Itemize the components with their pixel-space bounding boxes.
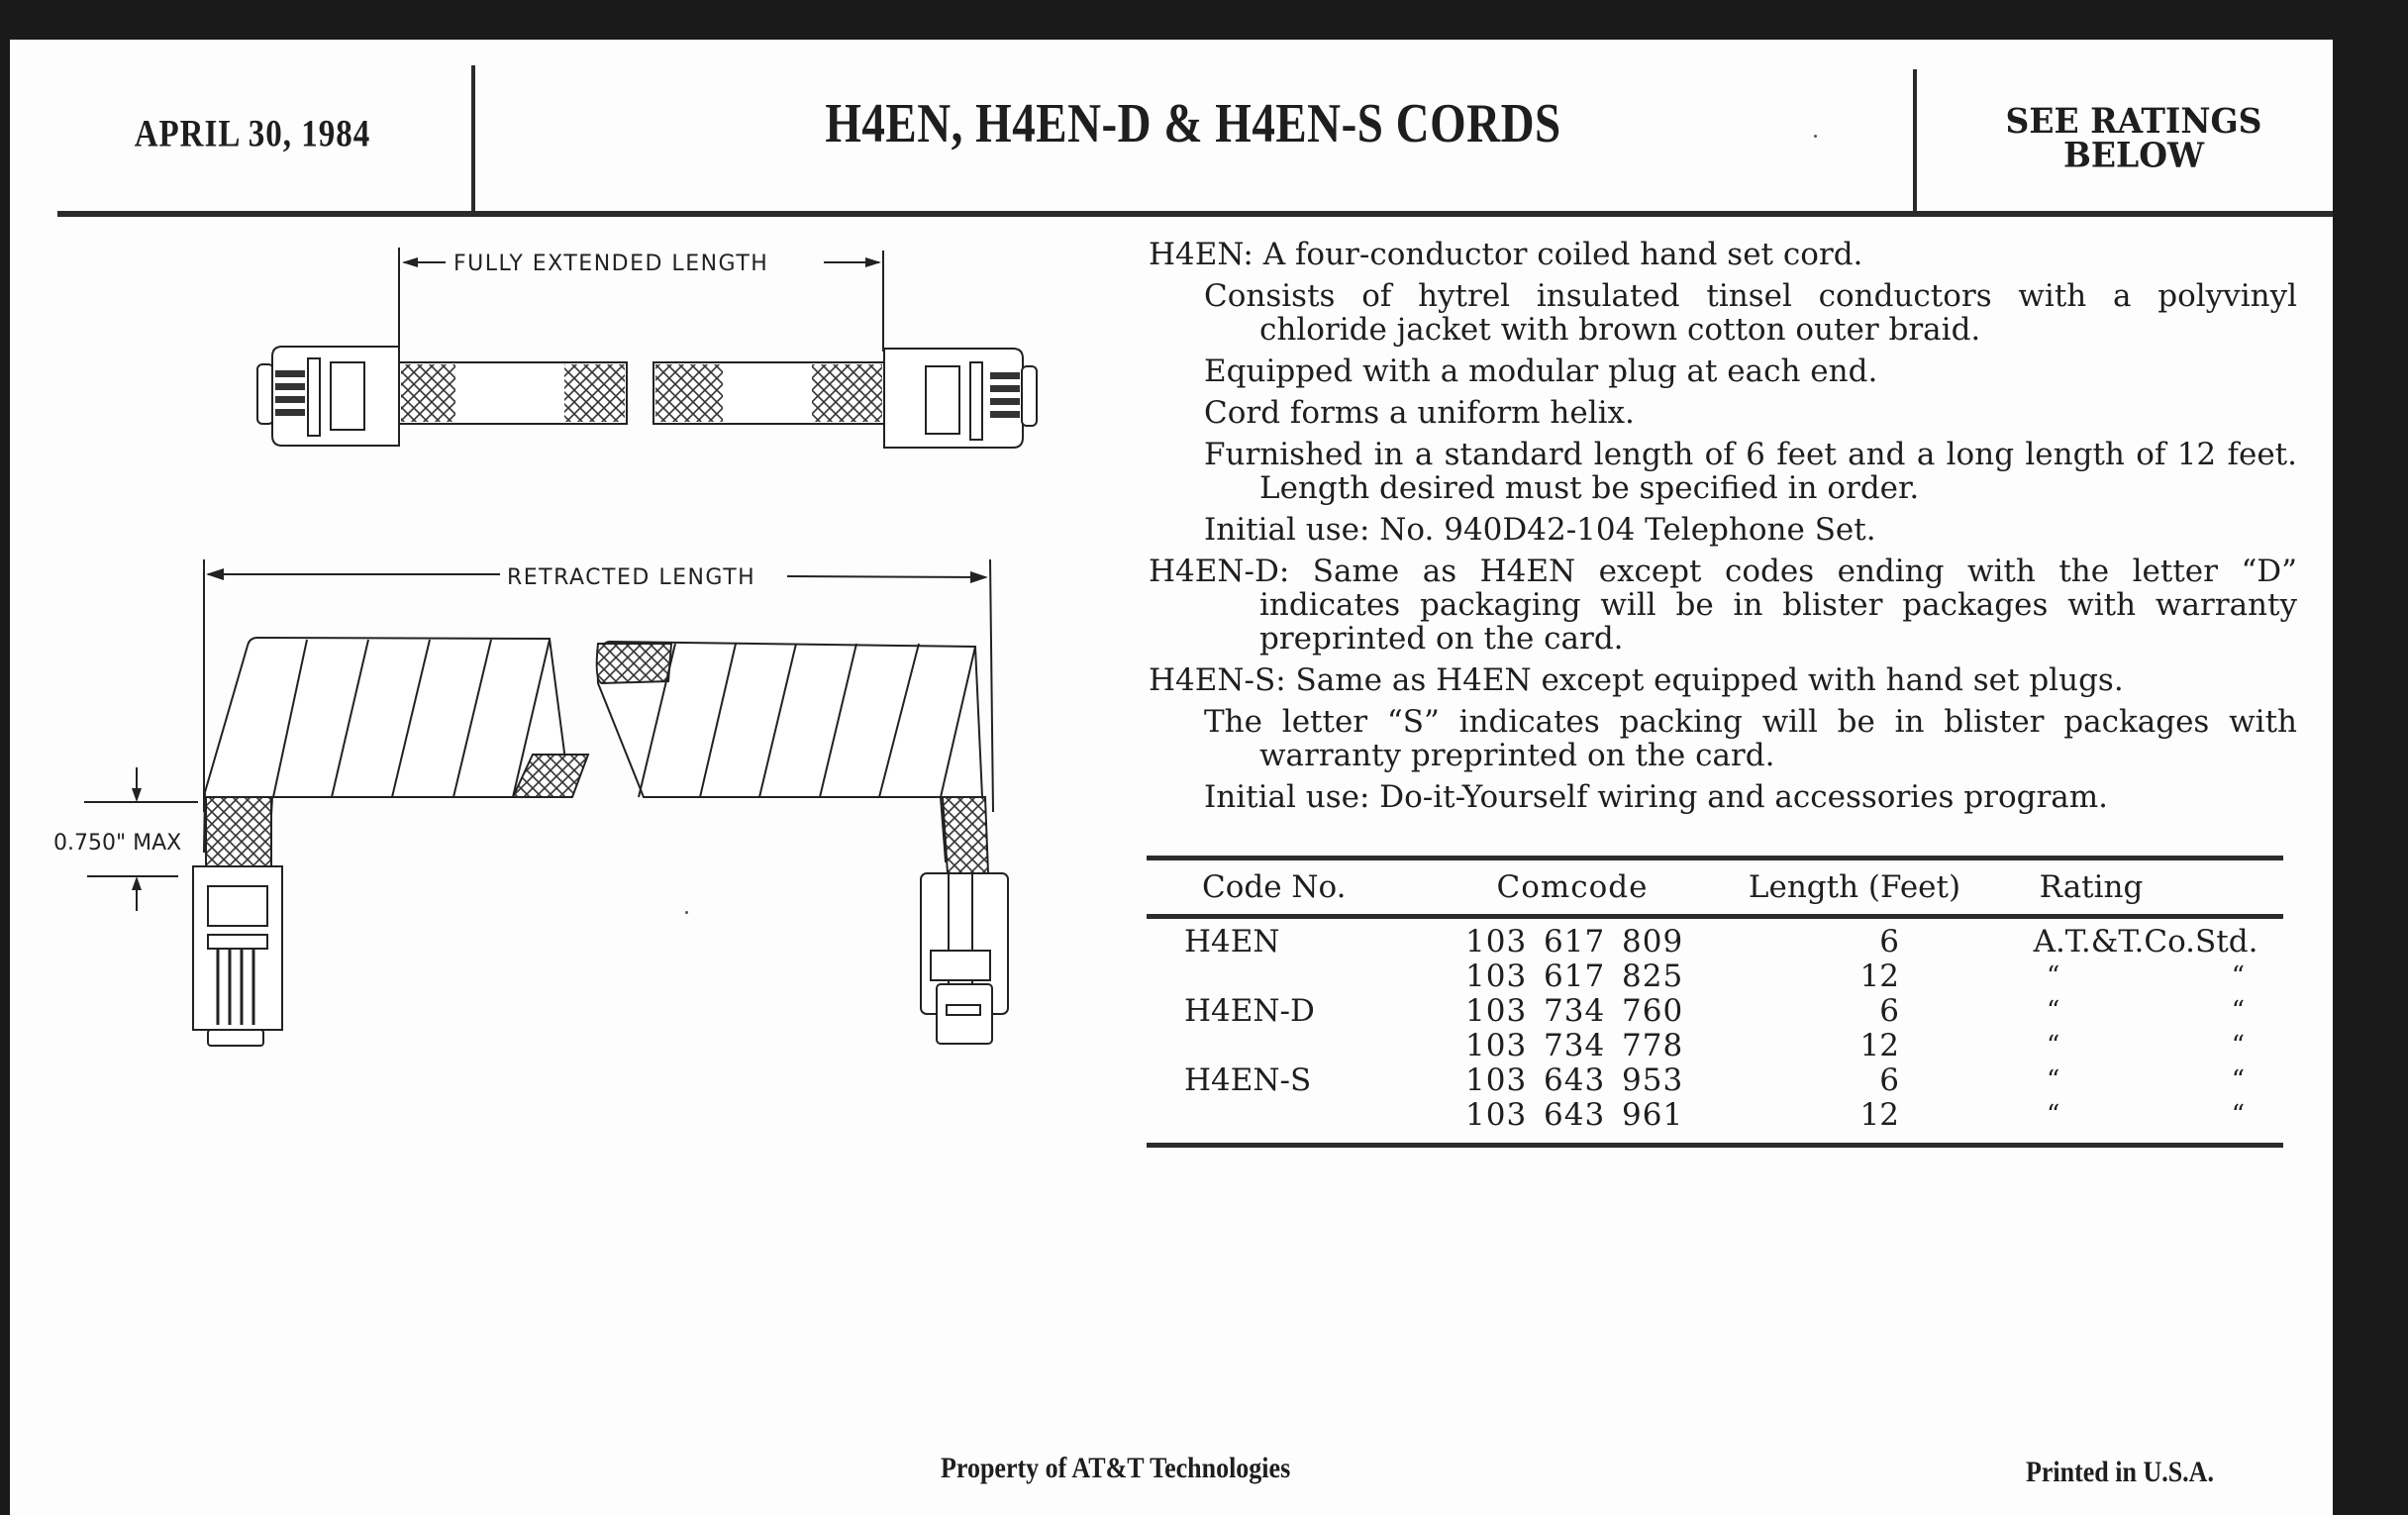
header-code-no: Code No. <box>1202 869 1347 905</box>
cell-rating <box>2008 1063 2283 1098</box>
product-description <box>1149 238 2297 822</box>
extended-cord-figure <box>257 248 1037 448</box>
table-bottom-rule <box>1147 1143 2283 1148</box>
scan-speck <box>1814 135 1817 138</box>
header-rule <box>57 211 2333 217</box>
table-row <box>1147 1029 2283 1063</box>
description-paragraph: H4EN-D: Same as H4EN except codes ending with the letter “D” indicates packaging will be in blister packages with warranty preprinted on the card. <box>1149 554 2297 656</box>
footer-printed-note: Printed in U.S.A. <box>2026 1455 2214 1489</box>
cell-code-no <box>1147 1098 1444 1133</box>
cell-rating <box>2008 960 2283 994</box>
table-row <box>1147 1098 2283 1133</box>
ratings-note-line1: SEE RATINGS <box>2005 100 2262 142</box>
cell-rating <box>2008 1098 2283 1133</box>
cell-rating: A.T.&T.Co.Std. <box>2033 924 2258 960</box>
ditto-mark: “ <box>2231 1100 2245 1130</box>
cell-length: 12 <box>1859 1028 1899 1063</box>
cell-length: 6 <box>1879 993 1899 1029</box>
ditto-mark: “ <box>2231 1031 2245 1060</box>
code-table <box>1147 856 2283 1148</box>
ditto-mark: “ <box>2047 1031 2060 1060</box>
description-paragraph: Cord forms a uniform helix. <box>1204 395 1635 431</box>
cell-comcode: 103 734 760 <box>1465 993 1684 1029</box>
modular-plug-right <box>884 349 1037 448</box>
header-comcode: Comcode <box>1496 869 1649 905</box>
table-row <box>1147 1063 2283 1098</box>
footer-property-note: Property of AT&T Technologies <box>941 1451 1291 1485</box>
document-title: H4EN, H4EN-D & H4EN-S CORDS <box>825 92 1561 155</box>
ditto-marks <box>2047 960 2245 994</box>
cell-comcode: 103 617 825 <box>1465 959 1684 994</box>
retracted-length-label: RETRACTED LENGTH <box>507 565 756 590</box>
cell-length: 6 <box>1879 924 1899 960</box>
cell-code-no: H4EN <box>1184 924 1280 960</box>
description-paragraph: H4EN-S: Same as H4EN except equipped with hand set plugs. <box>1149 662 2124 698</box>
description-paragraph: Initial use: No. 940D42-104 Telephone Set. <box>1204 512 1876 548</box>
header-divider-right <box>1913 69 1917 214</box>
modular-plug-left <box>257 347 399 446</box>
description-paragraph: The letter “S” indicates packing will be in blister packages with warranty preprinted on the card. <box>1204 704 2297 773</box>
document-date: APRIL 30, 1984 <box>134 113 371 156</box>
cord-drawing <box>10 218 1119 1069</box>
cell-rating <box>2008 1029 2283 1063</box>
cell-length: 6 <box>1879 1062 1899 1098</box>
cell-rating <box>2008 994 2283 1029</box>
ditto-marks <box>2047 994 2245 1029</box>
extended-length-label: FULLY EXTENDED LENGTH <box>453 252 769 276</box>
ditto-mark: “ <box>2231 961 2245 991</box>
ditto-marks <box>2047 1098 2245 1133</box>
ditto-mark: “ <box>2047 996 2060 1026</box>
ditto-mark: “ <box>2047 1100 2060 1130</box>
table-body <box>1147 919 2283 1143</box>
cell-comcode: 103 643 961 <box>1465 1097 1684 1133</box>
cell-code-no <box>1147 1029 1444 1063</box>
cell-code-no: H4EN-S <box>1184 1062 1312 1098</box>
cell-code-no <box>1147 960 1444 994</box>
table-row <box>1147 994 2283 1029</box>
cell-code-no: H4EN-D <box>1184 993 1315 1029</box>
ditto-mark: “ <box>2231 1065 2245 1095</box>
handset-plug-left <box>193 866 282 1046</box>
description-paragraph: Furnished in a standard length of 6 feet and a long length of 12 feet. Length desired must be specified in order. <box>1204 437 2297 506</box>
table-header <box>1147 860 2283 914</box>
ditto-mark: “ <box>2231 996 2245 1026</box>
description-paragraph: H4EN: A four-conductor coiled hand set cord. <box>1149 237 1863 272</box>
table-row <box>1147 925 2283 960</box>
cell-comcode: 103 734 778 <box>1465 1028 1684 1063</box>
table-row <box>1147 960 2283 994</box>
ratings-note-line2: BELOW <box>2062 134 2205 175</box>
header-length: Length (Feet) <box>1748 869 1961 905</box>
header-rating: Rating <box>2039 869 2144 905</box>
description-paragraph: Initial use: Do-it-Yourself wiring and accessories program. <box>1204 779 2109 815</box>
cell-comcode: 103 643 953 <box>1465 1062 1684 1098</box>
ditto-marks <box>2047 1029 2245 1063</box>
cell-length: 12 <box>1859 959 1899 994</box>
description-paragraph: Consists of hytrel insulated tinsel conductors with a polyvinyl chloride jacket with brown cotton outer braid. <box>1204 278 2297 348</box>
description-paragraph: Equipped with a modular plug at each end. <box>1204 354 1878 389</box>
cell-comcode: 103 617 809 <box>1465 924 1684 960</box>
handset-plug-right <box>921 873 1008 1044</box>
ditto-mark: “ <box>2047 1065 2060 1095</box>
ditto-mark: “ <box>2047 961 2060 991</box>
document-page <box>10 40 2333 1515</box>
cell-length: 12 <box>1859 1097 1899 1133</box>
ditto-marks <box>2047 1063 2245 1098</box>
max-diameter-label: 0.750" MAX <box>53 831 182 856</box>
header-divider-left <box>471 65 475 214</box>
ratings-note <box>1921 100 2347 175</box>
retracted-cord-figure <box>53 559 1008 1046</box>
scan-speck <box>685 911 688 914</box>
